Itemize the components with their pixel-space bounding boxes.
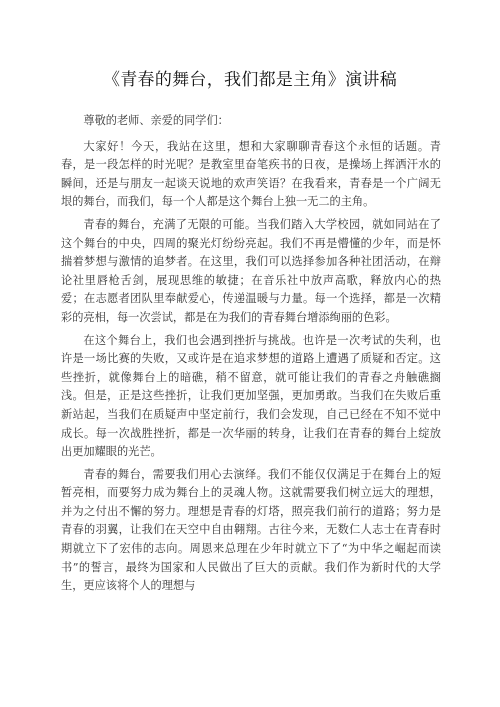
greeting-paragraph: 尊敬的老师、亲爱的同学们： xyxy=(83,114,229,127)
body-paragraph: 大家好！今天，我站在这里，想和大家聊聊青春这个永恒的话题。青春，是一段怎样的时光呢？是教室里奋笔疾书的日夜，是操场上挥洒汗水的瞬间，还是与朋友一起谈天说地的欢声笑语？在我看来，青春是一个广阔无垠的舞台，而我们，每一个人都是这个舞台上独一无二的主角。 xyxy=(61,139,441,209)
body-paragraph: 在这个舞台上，我们也会遇到挫折与挑战。也许是一次考试的失利，也许是一场比赛的失败，又或许是在追求梦想的道路上遭遇了质疑和否定。这些挫折，就像舞台上的暗礁，稍不留意，就可能让我们的青春之舟触礁搁浅。但是，正是这些挫折，让我们更加坚强，更加勇敢。当我们在失败后重新站起，当我们在质疑声中坚定前行，我们会发现，自己已经在不知不觉中成长。每一次战胜挫折，都是一次华丽的转身，让我们在青春的舞台上绽放出更加耀眼的光芒。 xyxy=(61,333,441,459)
body-paragraph: 青春的舞台，充满了无限的可能。当我们踏入大学校园，就如同站在了这个舞台的中央，四周的聚光灯纷纷亮起。我们不再是懵懂的少年，而是怀揣着梦想与激情的追梦者。在这里，我们可以选择参加各种社团活动，在辩论社里唇枪舌剑，展现思维的敏捷；在音乐社中放声高歌，释放内心的热爱；在志愿者团队里奉献爱心，传递温暖与力量。每一个选择，都是一次精彩的亮相，每一次尝试，都是在为我们的青春舞台增添绚丽的色彩。 xyxy=(61,217,441,324)
document-title: 《青春的舞台，我们都是主角》演讲稿 xyxy=(102,70,398,90)
body-paragraph: 青春的舞台，需要我们用心去演绎。我们不能仅仅满足于在舞台上的短暂亮相，而要努力成为舞台上的灵魂人物。这就需要我们树立远大的理想，并为之付出不懈的努力。理想是青春的灯塔，照亮我们前行的道路；努力是青春的羽翼，让我们在天空中自由翱翔。古往今来，无数仁人志士在青春时期就立下了宏伟的志向。周恩来总理在少年时就立下了“为中华之崛起而读书”的誓言，最终为国家和人民做出了巨大的贡献。我们作为新时代的大学生，更应该将个人的理想与 xyxy=(61,467,441,593)
document-body xyxy=(61,112,441,596)
